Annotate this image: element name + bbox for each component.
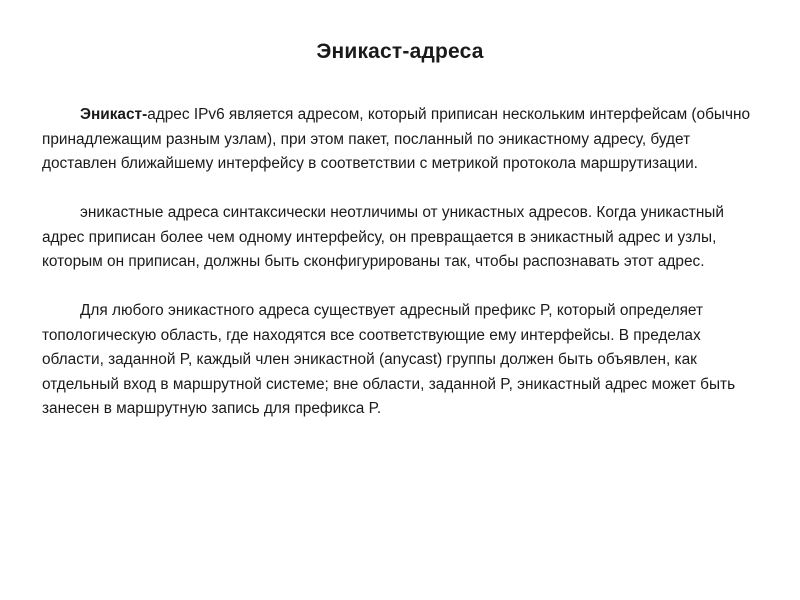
paragraph-prefix (42, 299, 752, 422)
paragraph-prefix-text: Для любого эникастного адреса существует адресный префикс P, который определяет топологическую область, где находятся все соответствующие ему интерфейсы. В пределах области, заданной P, каждый член эникастной (anycast) группы должен быть объявлен, как отдельный вход в маршрутной системе; вне области, заданной P, эникастный адрес может быть занесен в маршрутную запись для префикса P. (42, 302, 736, 417)
paragraph-definition-lead: Эникаст- (80, 106, 148, 123)
slide-title: Эникаст-адреса (316, 40, 484, 63)
paragraph-definition-text: адрес IPv6 является адресом, который приписан нескольким интерфейсам (обычно принадлежащим разным узлам), при этом пакет, посланный по эникастному адресу, будет доставлен ближайшему интерфейсу в соответствии с метрикой протокола маршрутизации. (42, 106, 751, 172)
paragraph-definition (42, 103, 752, 177)
paragraph-syntax (42, 201, 752, 275)
slide-body (42, 103, 752, 422)
paragraph-syntax-text: эникастные адреса синтаксически неотличимы от уникастных адресов. Когда уникастный адрес приписан более чем одному интерфейсу, он превращается в эникастный адрес и узлы, которым он приписан, должны быть сконфигурированы так, чтобы распознавать этот адрес. (42, 204, 724, 270)
